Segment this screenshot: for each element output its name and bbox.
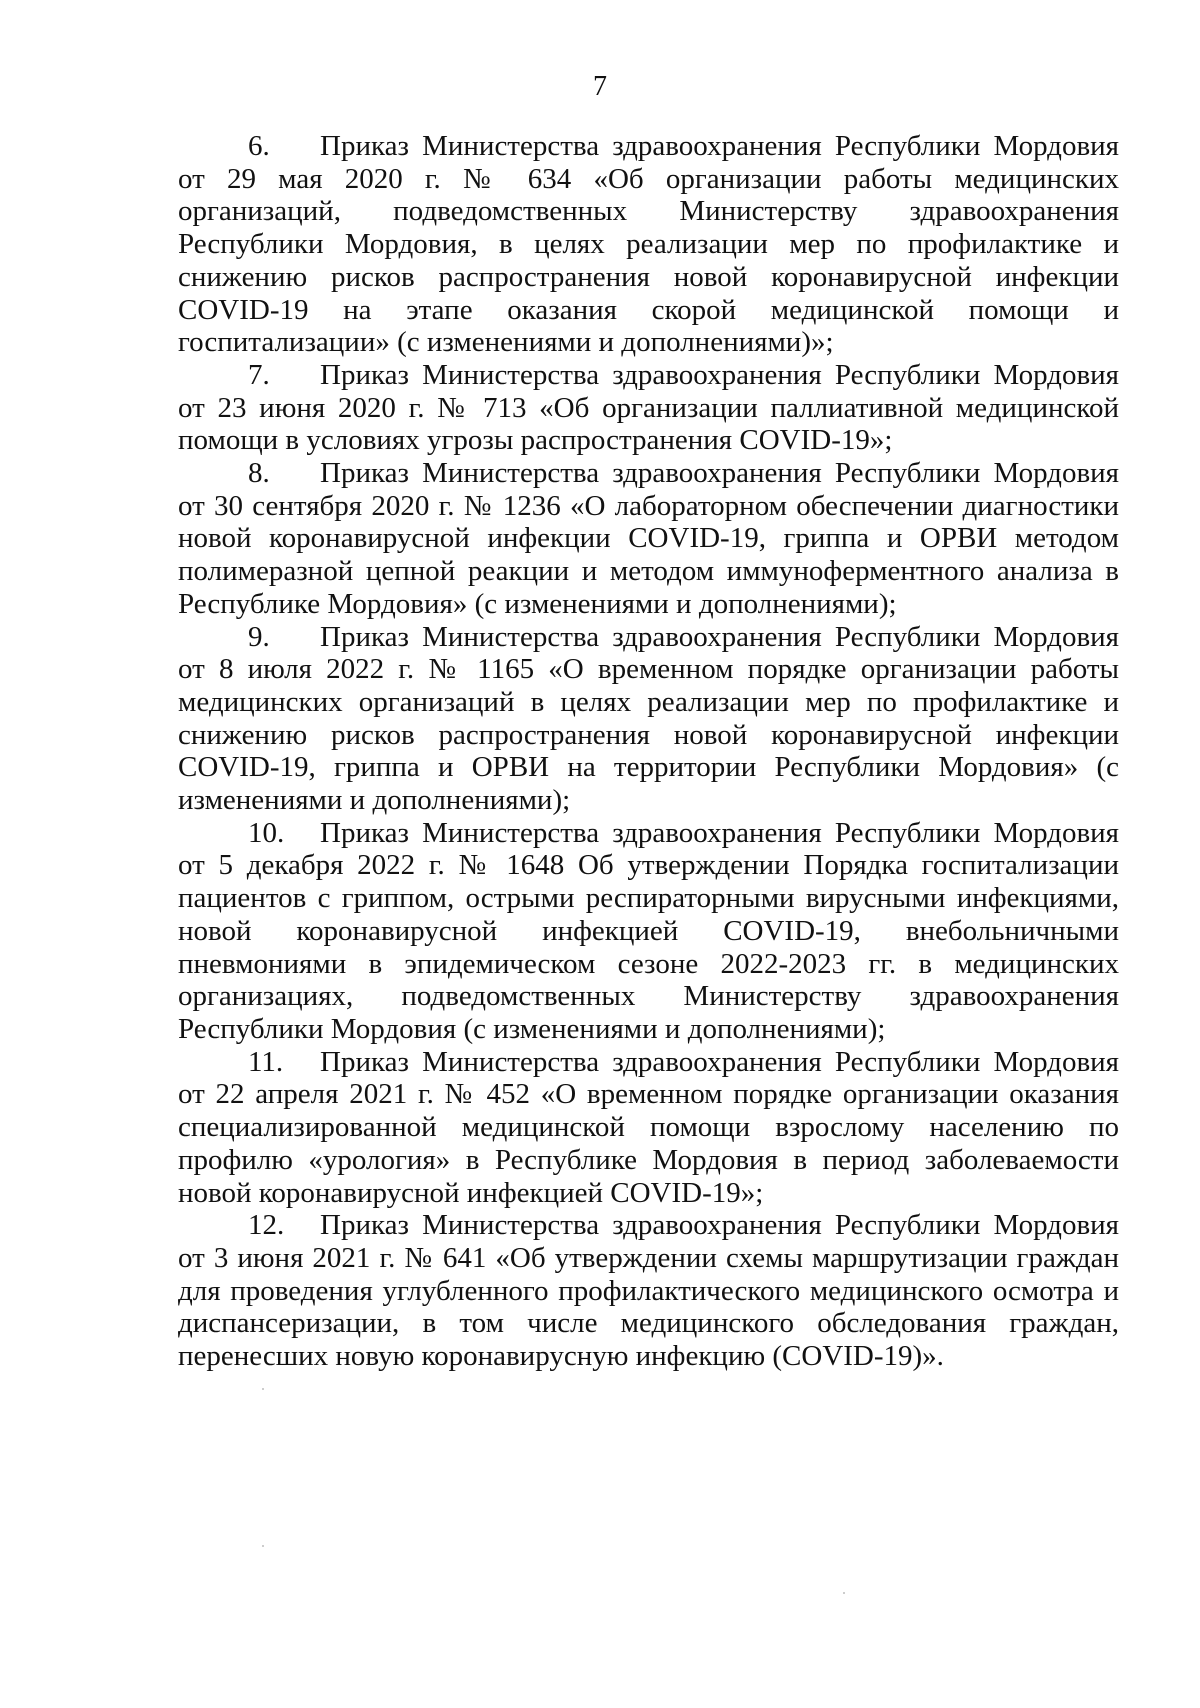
list-item [178, 621, 1119, 817]
list-item-number: 6. [248, 130, 270, 162]
scan-speck [843, 1592, 845, 1594]
list-item-text: Приказ Министерства здравоохранения Республики Мордовия от 29 мая 2020 г. № 634 «Об организации работы медицинских организаций, подведомственных Министерству здравоохранения Республики Мордовия, в целях реализации мер по профилактике и снижению рисков распространения новой коронавирусной инфекции COVID-19 на этапе оказания скорой медицинской помощи и госпитализации» (с изменениями и дополнениями)»; [178, 130, 1119, 359]
list-item-text: Приказ Министерства здравоохранения Республики Мордовия от 23 июня 2020 г. № 713 «Об организации паллиативной медицинской помощи в условиях угрозы распространения COVID-19»; [178, 358, 1119, 457]
list-item-text: Приказ Министерства здравоохранения Республики Мордовия от 30 сентября 2020 г. № 1236 «О лабораторном обеспечении диагностики новой коронавирусной инфекции COVID-19, гриппа и ОРВИ методом полимеразной цепной реакции и методом иммуноферментного анализа в Республике Мордовия» (с изменениями и дополнениями); [178, 457, 1119, 620]
list-item [178, 130, 1119, 359]
list-item [178, 359, 1119, 457]
list-item-number: 9. [248, 620, 270, 653]
list-item-text: Приказ Министерства здравоохранения Республики Мордовия от 5 декабря 2022 г. № 1648 Об утверждении Порядка госпитализации пациентов с гриппом, острыми респираторными вирусными инфекциями, новой коронавирусной инфекцией COVID-19, внебольничными пневмониями в эпидемическом сезоне 2022-2023 гг. в медицинских организациях, подведомственных Министерству здравоохранения Республики Мордовия (с изменениями и дополнениями); [178, 816, 1119, 1045]
list-item-number: 8. [248, 457, 270, 490]
list-item-text: Приказ Министерства здравоохранения Республики Мордовия от 22 апреля 2021 г. № 452 «О временном порядке организации оказания специализированной медицинской помощи взрослому населению по профилю «урология» в Республике Мордовия в период заболеваемости новой коронавирусной инфекцией COVID-19»; [178, 1045, 1119, 1209]
list-item-text: Приказ Министерства здравоохранения Республики Мордовия от 8 июля 2022 г. № 1165 «О временном порядке организации работы медицинских организаций в целях реализации мер по профилактике и снижению рисков распространения новой коронавирусной инфекции COVID-19, гриппа и ОРВИ на территории Республики Мордовия» (с изменениями и дополнениями); [178, 620, 1119, 817]
list-item-number: 7. [248, 358, 270, 391]
order-list [178, 130, 1119, 1373]
list-item [178, 1046, 1119, 1210]
list-item-number: 12. [248, 1209, 285, 1242]
scan-speck [262, 1388, 264, 1390]
list-item-number: 10. [248, 816, 285, 849]
list-item-number: 11. [248, 1045, 284, 1078]
list-item [178, 457, 1119, 621]
page-number: 7 [593, 71, 607, 102]
scan-speck [262, 1545, 264, 1547]
list-item [178, 1209, 1119, 1373]
list-item-text: Приказ Министерства здравоохранения Республики Мордовия от 3 июня 2021 г. № 641 «Об утверждении схемы маршрутизации граждан для проведения углубленного профилактического медицинского осмотра и диспансеризации, в том числе медицинского обследования граждан, перенесших новую коронавирусную инфекцию (COVID-19)». [178, 1209, 1119, 1373]
list-item [178, 817, 1119, 1046]
